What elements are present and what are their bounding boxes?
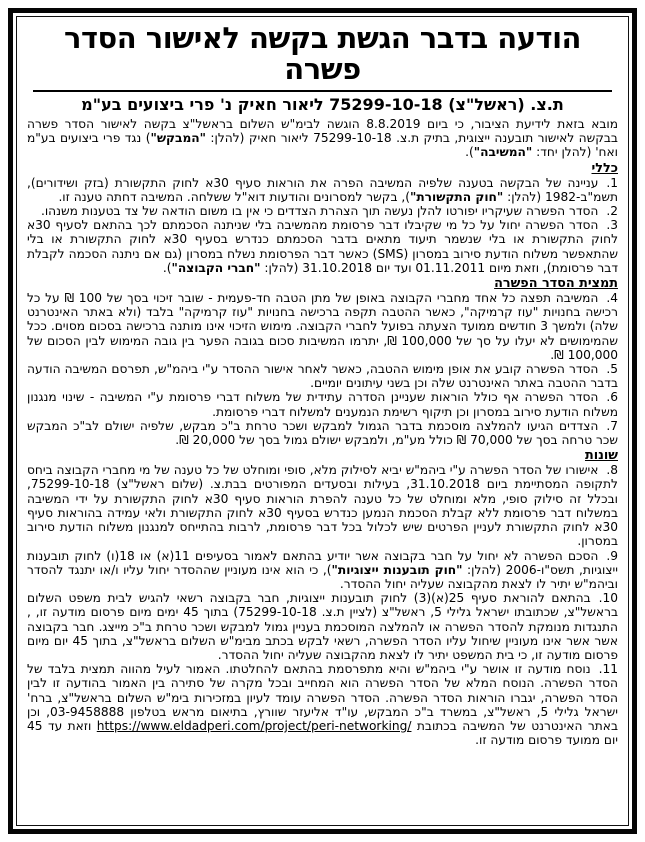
text-segment: הצדדים הגיעו להמלצה מוסכמת בדבר הגמול למבקש ושכר טרחת ב"כ מבקש, שלפיה ישולם לב"כ המבקש שכר טרחה בסך של 70,000 ₪ כולל מע"מ, ולמבקש ישולם גמול בסך של 20,000 ₪. [27,418,618,448]
section-heading-text: שונות [584,448,618,464]
clause-text [27,591,618,662]
numbered-clause [27,362,618,390]
numbered-clause [27,390,618,418]
clause-number: 2. [606,204,618,219]
numbered-clause [27,662,618,747]
settlement-url: https://www.eldadperi.com/project/peri-networking/ [96,718,412,733]
clause-number: 5. [606,362,618,377]
text-segment: הסדר הפשרה אף כולל הוראות שעניינן הסדרה עתידית של משלוח דברי פרסומת ע"י המשיבה - שינוי מנגנון משלוח הודעת סירוב במסרון וכן תיקוף רשימת הנמענים למשלוח דברי פרסומת. [27,390,618,419]
numbered-clause [27,549,618,592]
text-segment: "המבקש" [150,131,207,146]
numbered-clause [27,291,618,362]
text-segment: המשיבה תפצה כל אחד מחברי הקבוצה באופן של מתן הטבה חד-פעמית - שובר זיכוי בסך של 100 ₪ על כל רכישה בחנויות "עוז קרמיקה", כאשר ההטבה תקפה ברכישה בחנויות "עוז קרמיקה" בלבד (ולא באתר האינטרנט שלה) ולמשך 3 חודשים ממועד הצעתה בפועל לחברי הקבוצה. מימוש הזיכוי אינו מותנה ברכישה בסכום מסוים. ככל שהמימושים לא יעלו על סך של 100,000 ₪, יתרמו המשיבות סכום בגובה הפער בין גובה המימוש לבין הסכום של 100,000 ₪. [27,291,619,362]
numbered-clause [27,218,618,275]
text-segment: ), בקשר למסרונים והודעות דוא"ל ששלחה. המשיבה דחתה טענה זו. [58,189,410,204]
case-caption: ת.צ. (ראשל"צ) 75299-10-18 ליאור חאיק נ' פרי ביצועים בע"מ [81,94,564,114]
text-segment: מובא בזאת לידיעת הציבור, כי ביום 8.8.2019 הוגשה לבימ"ש השלום בראשל"צ בקשה לאישור הסדר פשרה בבקשה לאישור תובענה ייצוגית, בתיק ת.צ. 75299-10-18 ליאור חאיק (להלן: [27,117,619,146]
text-segment: "חוק התקשורת" [410,189,504,204]
section-items [27,176,618,275]
numbered-clause [27,463,618,548]
text-segment: וזאת עד 45 יום ממועד פרסום מודעה זו. [27,718,618,748]
clause-number: 4. [606,291,619,306]
text-segment: "חברי הקבוצה" [171,260,261,275]
text-segment: נוסח מודעה זו אושר ע"י ביהמ"ש והיא מתפרסמת בהתאם להחלטתו. האמור לעיל מהווה תמצית בלבד של הסדר הפשרה. הנוסח המלא של הסדר הפשרה הוא המחייב ובכל מקרה של סתירה בין האמור בהודעה זו לבין הסדר הפשרה, יגברו הוראות הסדר הפשרה. הסדר הפשרה עומד לעיון במזכירות בימ"ש השלום בראשל"צ, ברח' ישראל גלילי 5, ראשל"צ, במשרד ב"כ המבקש, עו"ד אליעזר שוורץ, בתיאום מראש בטלפון 03-9458888, וכן באתר האינטרנט של המשיבה בכתובת [27,662,618,733]
text-segment: ). [162,260,172,275]
section-heading [27,276,618,291]
section-items [27,291,618,447]
clause-text [27,176,618,204]
section-heading-text: תמצית הסדר הפשרה [494,276,618,292]
notice-title-block [33,21,612,92]
clause-number: 8. [606,463,618,478]
text-segment: הסכם הפשרה לא יחול על חבר בקבוצה אשר יודיע בהתאם לאמור בסעיפים 11(א) או 18(ו) לחוק תובענות ייצוגיות, תשס"ו-2006 (להלן: [27,548,618,577]
text-segment: ). [465,145,474,160]
numbered-clause [27,591,618,662]
notice-section [27,448,618,747]
clause-number: 3. [606,218,618,233]
notice-section [27,276,618,447]
clause-number: 11. [598,662,618,677]
clause-number: 10. [598,591,619,606]
section-items [27,463,618,747]
sections-container [27,161,618,748]
section-heading [27,448,618,463]
clause-text [27,419,618,447]
section-heading [27,161,618,176]
text-segment: ) נגד פרי ביצועים בע"מ ואח' (להלן יחד: [27,131,618,160]
text-segment: עניינה של הבקשה בטענה שלפיה המשיבה הפרה את הוראות סעיף 30א לחוק התקשורת (בזק ושידורים), תשמ"ב-1982 (להלן: [27,175,618,204]
numbered-clause [27,176,618,204]
clause-text [27,662,618,747]
clause-text [27,463,618,548]
text-segment: בהתאם להוראת סעיף 25(א)(3) לחוק תובענות ייצוגיות, חבר בקבוצה רשאי להגיש לבית משפט השלום בראשל"צ, שכתובתו ישראל גלילי 5, ראשל"צ (לציין ת.צ. 75299-10-18) בתוך 45 ימים מיום פרסום מודעה זו, , התנגדות מנומקת להסדר הפשרה או להמלצה המוסכמת בעניין גמול למבקש ושכר טרחת ב"כ מייצג. חבר בקבוצה אשר אשר אינו מעוניין שיחול עליו הסדר הפשרה, רשאי לבקש בכתב מבימ"ש השלום בראשל"צ, בתוך 45 יום מיום פרסום מודעה זו, כי בית המשפט יתיר לו לצאת מהקבוצה שעליה יחול ההסדר. [27,591,618,662]
numbered-clause [27,419,618,447]
clause-number: 9. [606,548,618,563]
clause-number: 6. [606,390,618,405]
section-heading-text: כללי [591,160,618,176]
text-segment: ), כי הוא אינו מעוניין שההסדר יחול עליו ו/או יתנגד להסדר וביהמ"ש יתיר לו לצאת מהקבוצה שעליה יחול ההסדר. [27,562,618,591]
outer-border [8,8,637,834]
text-segment: הסדר הפשרה שעיקריו יפורטו להלן נעשה תוך הצהרת הצדדים כי אין בו משום הודאה של צד בטענות משנהו. [40,204,599,219]
clause-number: 7. [606,418,618,433]
inner-border [16,16,629,826]
notice-title: הודעה בדבר הגשת בקשה לאישור הסדר פשרה [64,21,581,87]
clause-text [27,390,618,418]
text-segment: אישורו של הסדר הפשרה ע"י ביהמ"ש יביא לסילוק מלא, סופי ומוחלט של כל טענה של מי מחברי הקבוצה ביחס לתקופה המסתיימת ביום 31.10.2018, בעילות ובסעדים המפורטים בבת.צ. (שלום ראשל"צ) 75299-10-18, ובכלל זה סילוק סופי, מלא ומוחלט של כל טענה להפרת הוראות סעיף 30א לחוק התקשורת על ידי המשיבה במשלוח דבר פרסומת ללא קבלת הסכמת הנמען כנדרש בסעיף 30א לחוק התקשורת ולאי עמידה בהוראות סעיף 30א לחוק התקשורת לעניין הפרטים שיש לכלול בכל דבר פרסומת, לרבות בהתייחס למנגנון משלוח הודעת סירוב במסרון. [27,463,618,549]
clause-text [27,291,618,362]
clause-text [27,362,618,390]
text-segment: הסדר הפשרה קובע את אופן מימוש ההטבה, כאשר לאחר אישור ההסדר ע"י ביהמ"ש, תפרסם המשיבה הודעה בדבר ההטבה באתר האינטרנט שלה וכן בשני עיתונים יומיים. [27,362,618,391]
text-segment: הסדר הפשרה יחול על כל מי שקיבלו דבר פרסומת מהמשיבה בלי שניתנה הסכמתם לכך בהתאם לסעיף 30א לחוק התקשורת או בלי שנשמר תיעוד מתאים בדבר הסכמתם כנדרש בסעיף 30א לחוק התקשורת או בלי שהתאפשר משלוח הודעת סירוב במסרון (SMS) כאשר דבר הפרסומת נשלח במסרון (גם אם ניתנה הסכמה לקבלת דבר פרסומת), וזאת מיום 01.11.2011 ועד יום 31.10.2018 (להלן: [27,218,618,275]
clause-text [41,204,598,218]
numbered-clause [27,204,618,218]
clause-text [27,549,618,591]
text-segment: "חוק תובענות ייצוגיות" [331,562,463,577]
text-segment: "המשיבה" [473,145,533,160]
notice-section [27,161,618,275]
clause-text [27,218,618,275]
intro-paragraph [27,117,618,160]
clause-number: 1. [606,175,618,190]
